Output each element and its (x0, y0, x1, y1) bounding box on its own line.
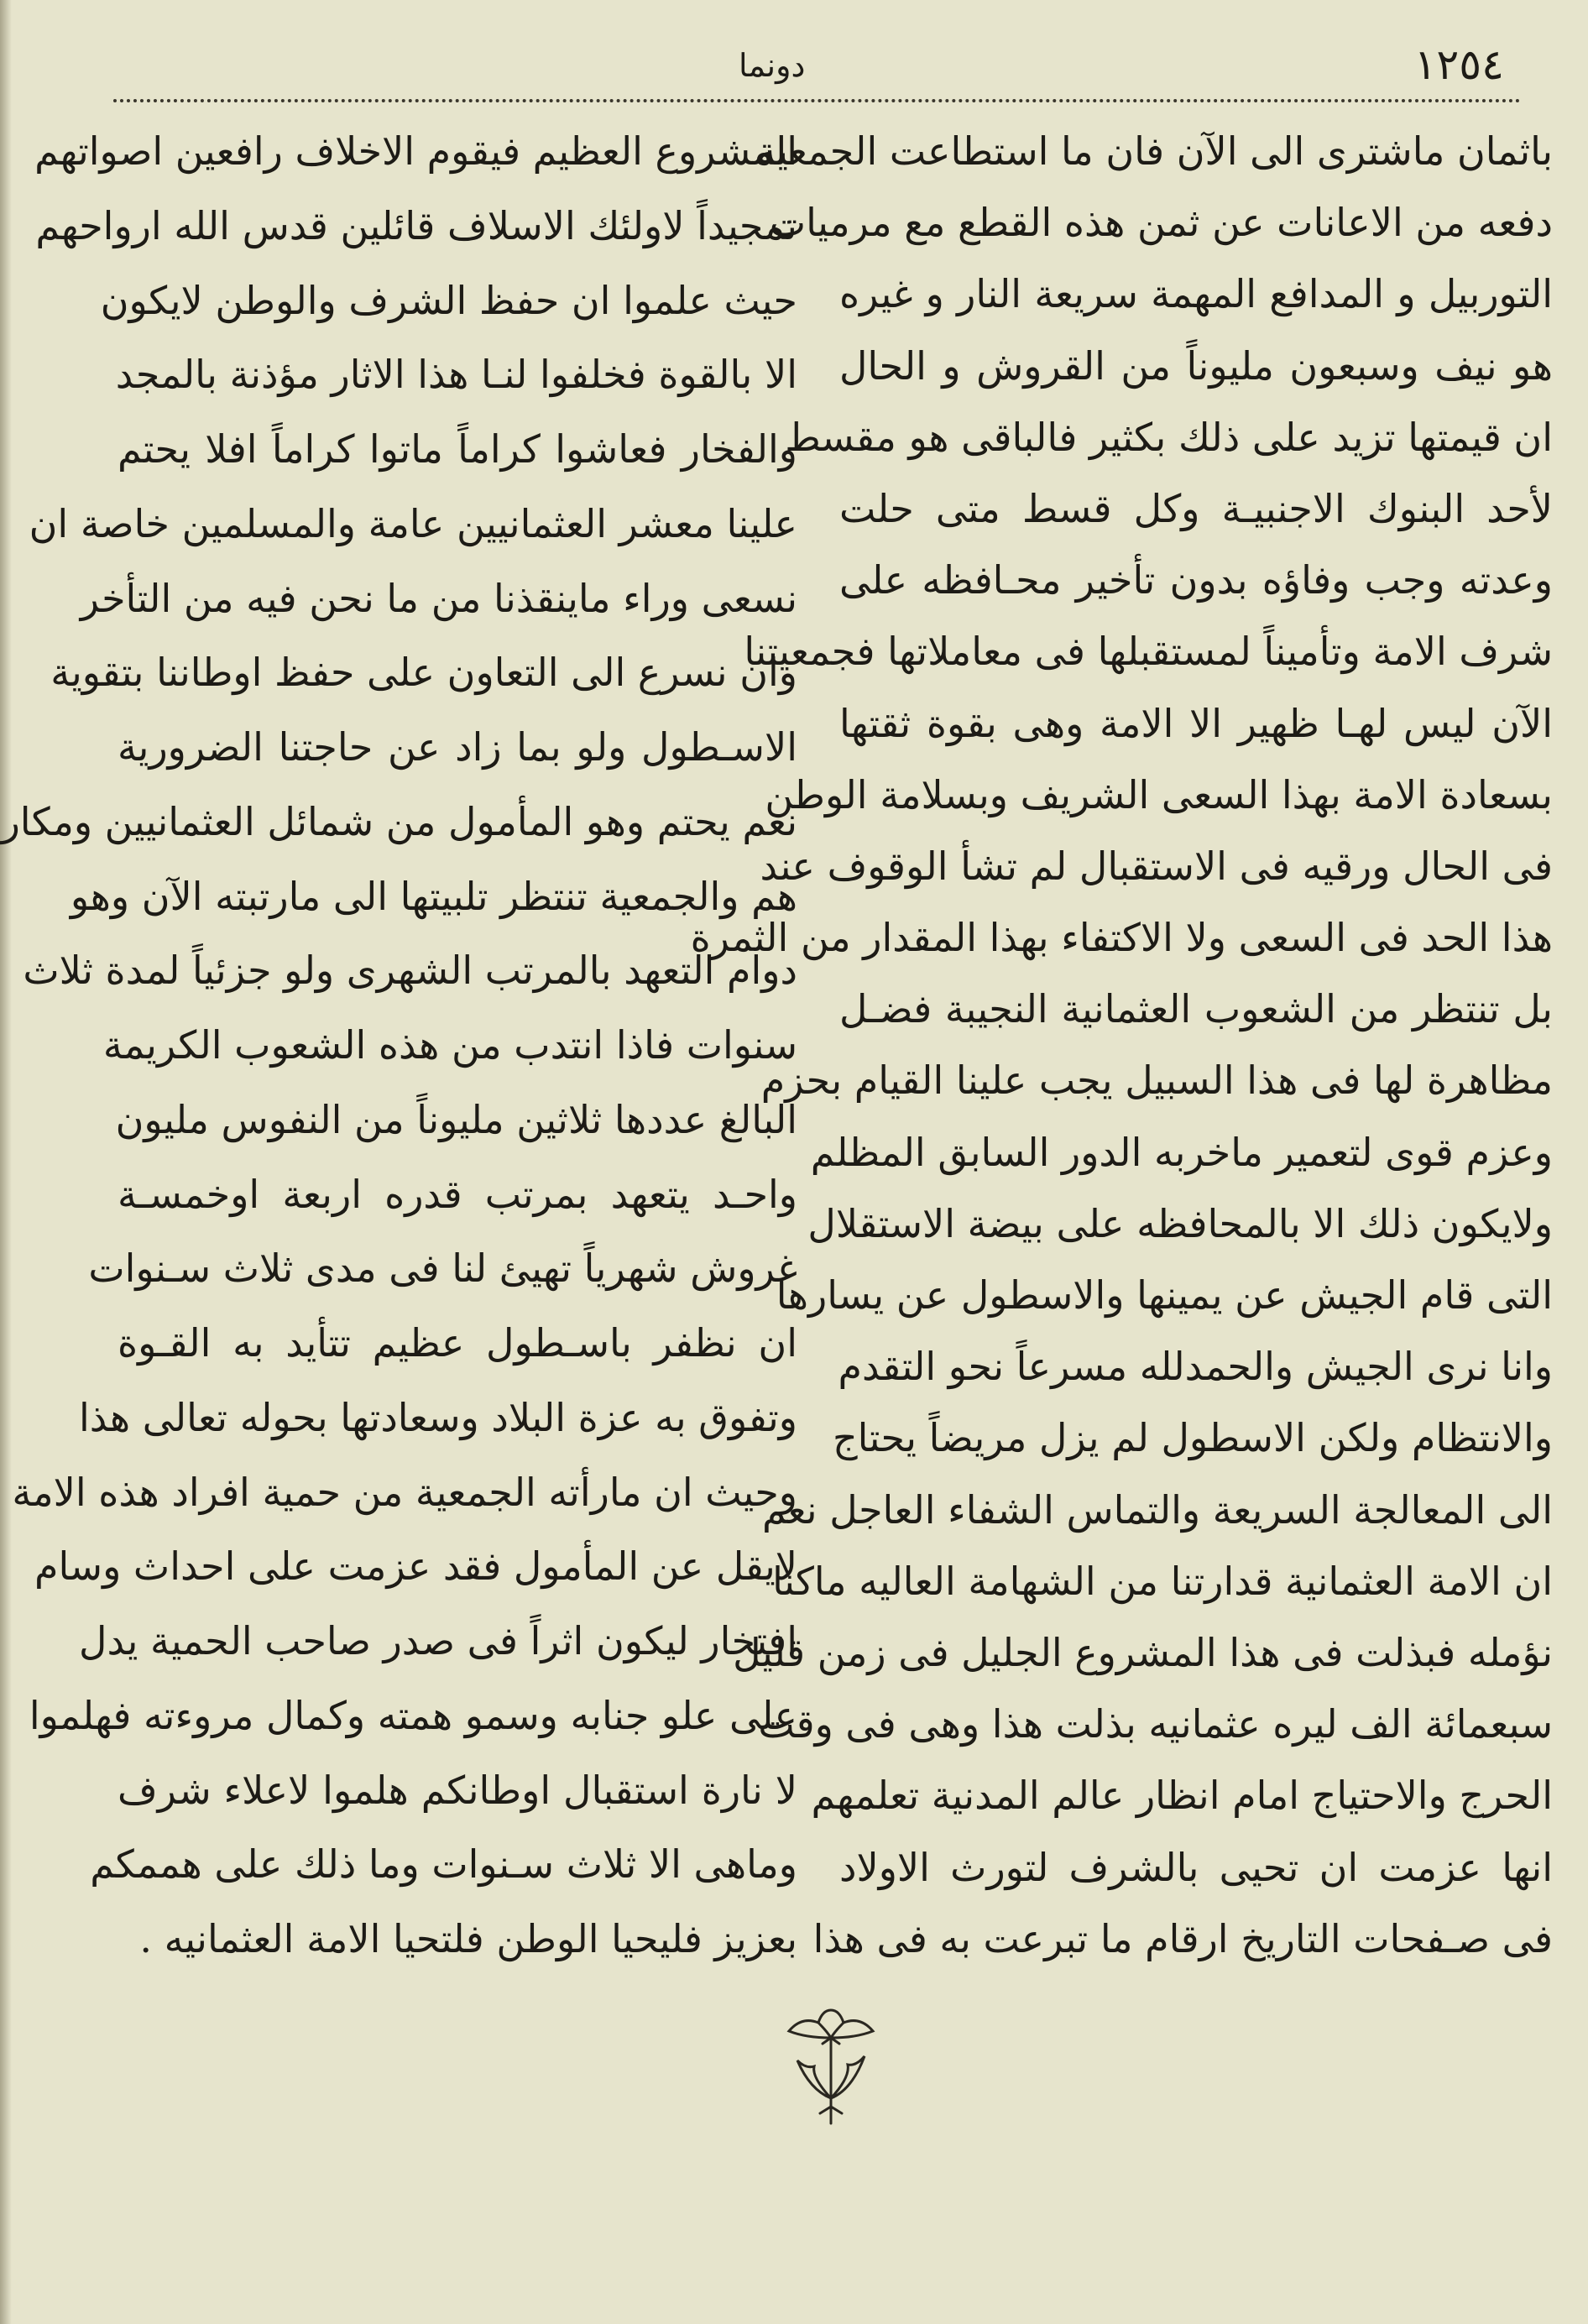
text-line: وتفوق به عزة البلاد وسعادتها بحوله تعالى هذا (78, 1394, 797, 1440)
text-line: التى قام الجيش عن يمينها والاسطول عن يسارها (776, 1272, 1553, 1318)
text-line: باثمان ماشترى الى الآن فان ما استطاعت الجمعية (756, 128, 1553, 174)
text-line: البالغ عددها ثلاثين مليوناً من النفوس مليون (115, 1096, 797, 1142)
text-line: الى المعالجة السريعة والتماس الشفاء العاجل نعم (762, 1486, 1553, 1533)
text-line: الا بالقوة فخلفوا لنـا هذا الاثار مؤذنة بالمجد (115, 352, 797, 398)
text-line: نعم يحتم وهو المأمول من شمائل العثمانيين ومكار (1, 798, 797, 844)
text-line: افتخار ليكون اثراً فى صدر صاحب الحمية يدل (79, 1618, 797, 1663)
text-line: وحيث ان مارأته الجمعية من حمية افراد هذه الامة (12, 1469, 797, 1515)
floral-tailpiece-icon (776, 2006, 885, 2132)
text-line: بل تنتظر من الشعوب العثمانية النجيبة فضـل (839, 986, 1553, 1032)
text-line: شرف الامة وتأميناً لمستقبلها فى معاملاتها فجمعيتنا (744, 629, 1553, 675)
text-line: وان نسرع الى التعاون على حفظ اوطاننا بتقوية (50, 650, 797, 696)
header-dotted-rule (113, 99, 1521, 102)
text-line: هو نيف وسبعون مليوناً من القروش و الحال (839, 342, 1553, 389)
text-line: علينا معشر العثمانيين عامة والمسلمين خاصة ان (29, 500, 797, 546)
text-line: وعدته وجب وفاؤه بدون تأخير محـافظه على (839, 557, 1553, 603)
text-line: دفعه من الاعانات عن ثمن هذه القطع مع مرميات (769, 200, 1553, 246)
text-line: انها عزمت ان تحيى بالشرف لتورث الاولاد (839, 1844, 1553, 1890)
right-text-column (690, 126, 1553, 1964)
text-line: سنوات فاذا انتدب من هذه الشعوب الكريمة (102, 1022, 797, 1068)
text-line: نسعى وراء ماينقذنا من ما نحن فيه من التأخر (80, 575, 797, 621)
text-line: غروش شهرياً تهيئ لنا فى مدى ثلاث سـنوات (88, 1246, 797, 1292)
text-line: بسعادة الامة بهذا السعى الشريف وبسلامة الوطن (765, 771, 1553, 817)
text-line: فى صـفحات التاريخ ارقام ما تبرعت به فى هذا (812, 1915, 1553, 1961)
text-line: المشروع العظيم فيقوم الاخلاف رافعين اصواتهم (34, 128, 797, 174)
text-line: دوام التعهد بالمرتب الشهرى ولو جزئياً لمدة ثلاث (23, 948, 797, 994)
text-line: هم والجمعية تنتظر تلبيتها الى مارتبته الآن وهو (70, 873, 797, 919)
text-line: بعزيز فليحيا الوطن فلتحيا الامة العثمانيه . (139, 1916, 797, 1961)
text-line: ان الامة العثمانية قدارتنا من الشهامة العاليه ماكنا (772, 1558, 1553, 1604)
text-line: على علو جنابه وسمو همته وكمال مروءته فهلموا (29, 1692, 797, 1738)
text-line: واحـد يتعهد بمرتب قدره اربعة اوخمسـة (118, 1171, 797, 1217)
text-line: فى الحال ورقيه فى الاستقبال لم تشأ الوقوف عند (760, 843, 1553, 889)
text-line: لايقل عن المأمول فقد عزمت على احداث وسام (34, 1543, 797, 1590)
text-line: هذا الحد فى السعى ولا الاكتفاء بهذا المقدار من الثمرة (690, 915, 1553, 961)
text-line: لا نارة استقبال اوطانكم هلموا لاعلاء شرف (118, 1767, 797, 1813)
text-line: ولايكون ذلك الا بالمحافظه على بيضة الاستقلال (807, 1200, 1553, 1246)
text-line: التوربيل و المدافع المهمة سريعة النار و غيره (839, 271, 1553, 317)
running-title: دونما (739, 47, 806, 84)
text-line: الحرج والاحتياج امام انظار عالم المدنية تعلمهم (811, 1773, 1553, 1819)
text-line: تمجيداً لاولئك الاسلاف قائلين قدس الله ارواحهم (35, 202, 797, 248)
text-line: والفخار فعاشوا كراماً ماتوا كراماً افلا يحتم (118, 426, 797, 472)
text-line: وانا نرى الجيش والحمدلله مسرعاً نحو التقدم (838, 1344, 1553, 1390)
text-line: ان قيمتها تزيد على ذلك بكثير فالباقى هو مقسط (785, 414, 1553, 460)
text-line: الاسـطول ولو بما زاد عن حاجتنا الضرورية (118, 724, 797, 770)
text-line: ان نظفر باسـطول عظيم تتأيد به القـوة (118, 1320, 797, 1366)
text-line: سبعمائة الف ليره عثمانيه بذلت هذا وهى فى وقت (758, 1701, 1553, 1747)
text-line: الآن ليس لهـا ظهير الا الامة وهى بقوة ثقتها (839, 700, 1553, 746)
page-number: ١٢٥٤ (1413, 40, 1504, 89)
left-text-column (1, 126, 797, 1964)
text-line: وماهى الا ثلاث سـنوات وما ذلك على هممكم (90, 1841, 797, 1888)
text-line: والانتظام ولكن الاسطول لم يزل مريضاً يحتاج (832, 1415, 1553, 1461)
text-line: حيث علموا ان حفظ الشرف والوطن لايكون (100, 277, 797, 323)
text-line: نؤمله فبذلت فى هذا المشروع الجليل فى زمن قليل (733, 1629, 1553, 1675)
page-edge-shadow (0, 0, 12, 2324)
text-line: مظاهرة لها فى هذا السبيل يجب علينا القيام بحزم (760, 1058, 1553, 1104)
text-line: وعزم قوى لتعمير ماخربه الدور السابق المظلم (810, 1129, 1553, 1175)
text-line: لأحد البنوك الاجنبيـة وكل قسط متى حلت (839, 485, 1553, 531)
